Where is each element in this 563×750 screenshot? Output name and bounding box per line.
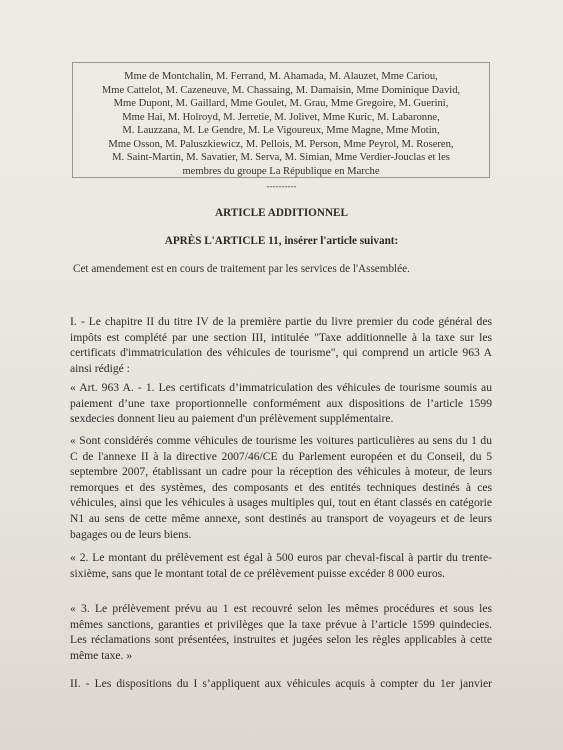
text-line: sixième, sans que le montant total de ce prélèvement puisse excéder 8 000 euros. bbox=[70, 566, 446, 580]
text-line: C de l'annexe II à la directive 2007/46/CE du Parlement européen et du Conseil, du 5 bbox=[70, 449, 492, 463]
status-text: Cet amendement est en cours de traitement par les services de l'Assemblée. bbox=[73, 263, 410, 275]
sponsor-line: M. Lauzzana, M. Le Gendre, M. Le Vigoureux, Mme Magne, Mme Motin, bbox=[122, 125, 440, 136]
text-line: paiement d’une taxe proportionnelle conformément aux dispositions de l’article 1599 bbox=[70, 396, 492, 410]
sponsor-line: Mme de Montchalin, M. Ferrand, M. Ahamada, M. Alauzet, Mme Cariou, bbox=[124, 71, 438, 82]
text-line: remorques et des systèmes, des composants et des entités techniques destinés à ces bbox=[70, 480, 492, 494]
article-title: ARTICLE ADDITIONNEL bbox=[215, 207, 348, 219]
text-line: certificats d'immatriculation des véhicules de tourisme", qui comprend un article 963 A bbox=[70, 346, 492, 360]
text-line: « 2. Le montant du prélèvement est égal à 500 euros par cheval-fiscal à partir du trente- bbox=[70, 551, 492, 564]
text-line: mêmes sanctions, garanties et privilèges que la taxe prévue à l’article 1599 quindecies. bbox=[70, 617, 492, 631]
paragraph-section-i bbox=[70, 314, 492, 376]
text-line: même taxe. » bbox=[70, 648, 133, 662]
text-line: II. - Les dispositions du I s’appliquent aux véhicules acquis à compter du 1er janvier bbox=[70, 677, 492, 690]
text-line: I. - Le chapitre II du titre IV de la première partie du livre premier du code général des bbox=[70, 315, 492, 328]
sponsor-line: Mme Dupont, M. Gaillard, Mme Goulet, M. Grau, Mme Gregoire, M. Guerini, bbox=[113, 98, 449, 109]
paragraph-vehicle-definition bbox=[70, 433, 492, 542]
separator-dashes: ---------- bbox=[266, 181, 297, 191]
text-line: « 3. Le prélèvement prévu au 1 est recouvré selon les mêmes procédures et sous les bbox=[70, 602, 492, 615]
text-line: impôts est complété par une section III, intitulée "Taxe additionnelle à la taxe sur les bbox=[70, 330, 492, 344]
text-line: « Art. 963 A. - 1. Les certificats d’immatriculation des véhicules de tourisme soumis au bbox=[70, 381, 492, 394]
sponsors-box bbox=[72, 62, 490, 178]
text-line: Les réclamations sont présentées, instruites et jugées selon les règles applicables à cette bbox=[70, 633, 492, 647]
text-line: N1 au sens de cette même annexe, sont destinés au transport de voyageurs et de leurs bbox=[70, 511, 492, 525]
text-line: septembre 2007, établissant un cadre pour la réception des véhicules à moteur, de leurs bbox=[70, 465, 492, 479]
text-line: bagages ou de leurs biens. bbox=[70, 527, 192, 541]
sponsor-line: membres du groupe La République en Marche bbox=[182, 165, 380, 177]
paragraph-collection bbox=[70, 601, 492, 663]
text-line: véhicules, ainsi que les véhicules à usages multiples qui, tout en étant classés en catégorie bbox=[70, 496, 492, 510]
sponsor-line: Mme Hai, M. Holroyd, M. Jerretie, M. Jolivet, Mme Kuric, M. Labaronne, bbox=[122, 111, 440, 123]
sponsor-line: M. Saint-Martin, M. Savatier, M. Serva, M. Simian, Mme Verdier-Jouclas et les bbox=[112, 152, 450, 163]
paragraph-article-963a bbox=[70, 380, 492, 427]
sponsor-line: Mme Osson, M. Paluszkiewicz, M. Pellois, M. Person, Mme Peyrol, M. Roseren, bbox=[108, 138, 454, 150]
text-line: ainsi rédigé : bbox=[70, 361, 130, 375]
text-line: « Sont considérés comme véhicules de tourisme les voitures particulières au sens du 1 du bbox=[70, 434, 492, 447]
insertion-instruction: APRÈS L'ARTICLE 11, insérer l'article suivant: bbox=[164, 235, 399, 247]
sponsor-line: Mme Cattelot, M. Cazeneuve, M. Chassaing, M. Damaisin, Mme Dominique David, bbox=[101, 84, 461, 96]
paragraph-section-ii bbox=[70, 676, 492, 692]
paragraph-amount bbox=[70, 550, 492, 581]
text-line: sexdecies donnent lieu au paiement d'un prélèvement supplémentaire. bbox=[70, 412, 394, 426]
